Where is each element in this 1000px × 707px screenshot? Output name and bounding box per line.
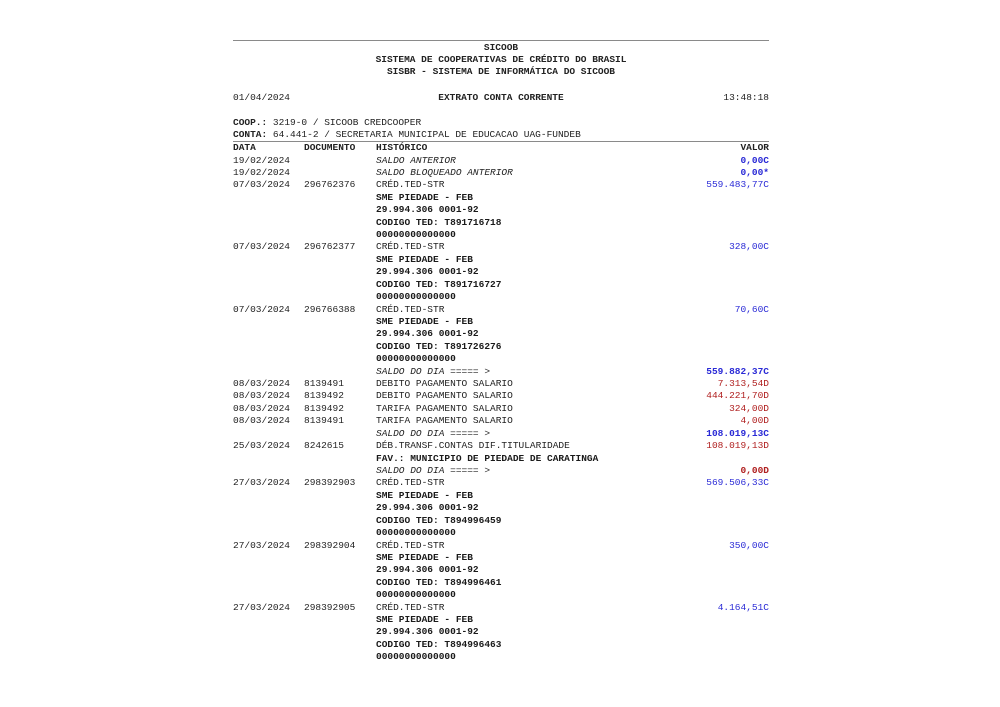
row-document: 298392903: [304, 477, 356, 489]
row-date: 07/03/2024: [233, 179, 291, 191]
row-history: SALDO ANTERIOR: [376, 154, 456, 166]
row-history: SME PIEDADE - FEB: [376, 315, 473, 327]
row-value: 108.019,13C: [706, 427, 769, 439]
table-row: [233, 477, 769, 489]
col-data: DATA: [233, 142, 256, 153]
row-value: 4.164,51C: [717, 601, 769, 613]
report-time: 13:48:18: [723, 92, 769, 103]
table-row: [233, 304, 769, 316]
row-history: DEBITO PAGAMENTO SALARIO: [376, 390, 513, 402]
row-value: 7.313,54D: [717, 378, 769, 390]
table-row: [233, 651, 769, 663]
account-value: 64.441-2 / SECRETARIA MUNICIPAL DE EDUCACAO UAG-FUNDEB: [267, 129, 581, 140]
row-history: CRÉD.TED-STR: [376, 303, 445, 315]
row-history: CRÉD.TED-STR: [376, 179, 445, 191]
row-date: 27/03/2024: [233, 601, 291, 613]
report-date: 01/04/2024: [233, 92, 291, 103]
report-title: EXTRATO CONTA CORRENTE: [438, 92, 564, 103]
table-row: [233, 266, 769, 278]
table-row: [233, 353, 769, 365]
row-value: 559.483,77C: [706, 179, 769, 191]
row-history: 00000000000000: [376, 353, 456, 365]
row-history: 29.994.306 0001-92: [376, 204, 479, 216]
table-row: [233, 564, 769, 576]
table-row: [233, 403, 769, 415]
table-row: [233, 192, 769, 204]
row-value: 559.882,37C: [706, 365, 769, 377]
table-row: [233, 626, 769, 638]
row-date: 27/03/2024: [233, 539, 291, 551]
row-history: 00000000000000: [376, 291, 456, 303]
row-document: 296762376: [304, 179, 356, 191]
row-history: CODIGO TED: T891716718: [376, 216, 502, 228]
table-row: [233, 217, 769, 229]
row-history: DÉB.TRANSF.CONTAS DIF.TITULARIDADE: [376, 440, 570, 452]
account-label: CONTA:: [233, 129, 268, 140]
row-history: CODIGO TED: T891726276: [376, 340, 502, 352]
table-row: [233, 179, 769, 191]
row-history: SME PIEDADE - FEB: [376, 191, 473, 203]
row-history: SALDO DO DIA ===== >: [376, 465, 491, 476]
row-history: SALDO BLOQUEADO ANTERIOR: [376, 166, 513, 178]
table-row: [233, 453, 769, 465]
table-row: [233, 465, 769, 477]
row-history: 29.994.306 0001-92: [376, 266, 479, 278]
table-row: [233, 279, 769, 291]
table-row: [233, 577, 769, 589]
account-info: [233, 129, 581, 141]
row-value: 0,00*: [740, 166, 769, 178]
row-date: 25/03/2024: [233, 440, 291, 452]
table-row: [233, 440, 769, 452]
row-document: 8139491: [304, 378, 344, 390]
table-row: [233, 515, 769, 527]
row-history: 00000000000000: [376, 229, 456, 241]
row-value: 70,60C: [734, 303, 769, 315]
row-history: SME PIEDADE - FEB: [376, 253, 473, 265]
row-history: 00000000000000: [376, 589, 456, 601]
table-row: [233, 589, 769, 601]
col-documento: DOCUMENTO: [304, 142, 356, 153]
row-history: 29.994.306 0001-92: [376, 502, 479, 514]
row-history: CRÉD.TED-STR: [376, 477, 445, 489]
row-history: CRÉD.TED-STR: [376, 601, 445, 613]
coop-info: [233, 117, 421, 129]
row-document: 8139492: [304, 390, 344, 402]
row-document: 8139491: [304, 415, 344, 427]
table-row: [233, 378, 769, 390]
row-history: SME PIEDADE - FEB: [376, 614, 473, 626]
subsystem-name: SISBR - SISTEMA DE INFORMÁTICA DO SICOOB: [386, 66, 616, 77]
row-value: 0,00C: [740, 154, 769, 166]
row-document: 8139492: [304, 402, 344, 414]
coop-value: 3219-0 / SICOOB CREDCOOPER: [267, 117, 422, 128]
table-row: [233, 254, 769, 266]
row-date: 08/03/2024: [233, 390, 291, 402]
row-value: 0,00D: [740, 465, 769, 476]
row-document: 296762377: [304, 241, 356, 253]
row-history: CODIGO TED: T891716727: [376, 278, 502, 290]
table-row: [233, 639, 769, 651]
table-row: [233, 241, 769, 253]
row-date: 27/03/2024: [233, 477, 291, 489]
row-history: SALDO DO DIA ===== >: [376, 427, 491, 439]
row-value: 328,00C: [729, 241, 769, 253]
table-row: [233, 316, 769, 328]
row-history: CRÉD.TED-STR: [376, 241, 445, 253]
table-row: [233, 415, 769, 427]
row-history: CRÉD.TED-STR: [376, 539, 445, 551]
row-history: 29.994.306 0001-92: [376, 564, 479, 576]
row-value: 324,00D: [729, 402, 769, 414]
row-date: 07/03/2024: [233, 241, 291, 253]
row-date: 08/03/2024: [233, 402, 291, 414]
top-rule: [233, 40, 769, 41]
table-row: [233, 366, 769, 378]
bank-name: SICOOB: [483, 42, 519, 53]
col-historico: HISTÓRICO: [376, 142, 428, 153]
row-date: 08/03/2024: [233, 415, 291, 427]
table-row: [233, 390, 769, 402]
table-row: [233, 167, 769, 179]
row-document: 298392904: [304, 539, 356, 551]
row-history: TARIFA PAGAMENTO SALARIO: [376, 402, 513, 414]
row-document: 8242615: [304, 440, 344, 452]
row-history: 29.994.306 0001-92: [376, 328, 479, 340]
row-value: 444.221,70D: [706, 390, 769, 402]
row-history: FAV.: MUNICIPIO DE PIEDADE DE CARATINGA: [376, 452, 599, 464]
table-row: [233, 490, 769, 502]
table-row: [233, 502, 769, 514]
row-history: SME PIEDADE - FEB: [376, 489, 473, 501]
row-history: CODIGO TED: T894996459: [376, 514, 502, 526]
row-date: 08/03/2024: [233, 378, 291, 390]
row-value: 569.506,33C: [706, 477, 769, 489]
row-history: TARIFA PAGAMENTO SALARIO: [376, 415, 513, 427]
row-history: SME PIEDADE - FEB: [376, 551, 473, 563]
table-row: [233, 204, 769, 216]
row-value: 4,00D: [740, 415, 769, 427]
row-history: 00000000000000: [376, 651, 456, 663]
table-row: [233, 614, 769, 626]
row-value: 108.019,13D: [706, 440, 769, 452]
col-valor: VALOR: [740, 142, 769, 153]
table-row: [233, 602, 769, 614]
table-row: [233, 155, 769, 167]
row-date: 19/02/2024: [233, 166, 291, 178]
row-history: 29.994.306 0001-92: [376, 626, 479, 638]
row-document: 298392905: [304, 601, 356, 613]
table-row: [233, 229, 769, 241]
coop-label: COOP.:: [233, 117, 268, 128]
row-document: 296766388: [304, 303, 356, 315]
table-row: [233, 291, 769, 303]
row-history: DEBITO PAGAMENTO SALARIO: [376, 378, 513, 390]
row-history: CODIGO TED: T894996461: [376, 576, 502, 588]
table-row: [233, 328, 769, 340]
table-row: [233, 341, 769, 353]
column-headers: [233, 142, 769, 154]
row-history: CODIGO TED: T894996463: [376, 638, 502, 650]
row-value: 350,00C: [729, 539, 769, 551]
table-row: [233, 527, 769, 539]
system-name: SISTEMA DE COOPERATIVAS DE CRÉDITO DO BRASIL: [375, 54, 627, 65]
row-history: SALDO DO DIA ===== >: [376, 365, 491, 377]
row-date: 19/02/2024: [233, 154, 291, 166]
table-row: [233, 540, 769, 552]
table-row: [233, 428, 769, 440]
row-history: 00000000000000: [376, 527, 456, 539]
row-date: 07/03/2024: [233, 303, 291, 315]
table-row: [233, 552, 769, 564]
